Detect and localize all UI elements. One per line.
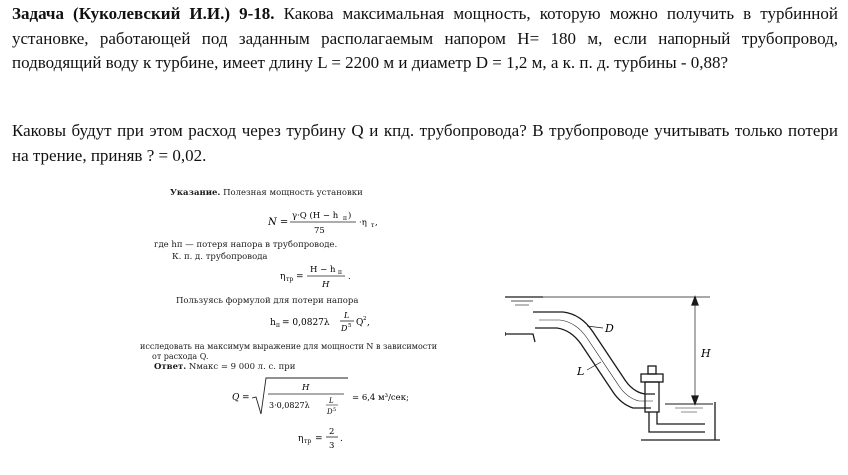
svg-text:H − h: H − h bbox=[310, 265, 336, 275]
svg-text:N =: N = bbox=[268, 217, 289, 228]
hint-block bbox=[140, 184, 510, 460]
problem-statement bbox=[12, 2, 838, 76]
formula-loss bbox=[270, 308, 400, 339]
svg-text:= 0,0827λ: = 0,0827λ bbox=[282, 318, 330, 328]
formula-eta bbox=[298, 424, 368, 457]
svg-text:2: 2 bbox=[363, 316, 367, 322]
formula-power bbox=[268, 208, 418, 239]
svg-text:75: 75 bbox=[314, 226, 325, 236]
answer-text: Nмакс = 9 000 л. с. при bbox=[188, 362, 296, 372]
svg-text:,: , bbox=[375, 218, 378, 228]
svg-text:п: п bbox=[338, 269, 342, 276]
svg-text:H: H bbox=[302, 383, 310, 393]
svg-text:=: = bbox=[315, 434, 323, 444]
svg-text:H: H bbox=[322, 280, 330, 290]
turbine-diagram bbox=[505, 262, 740, 452]
hint-eff-label: К. п. д. трубопровода bbox=[172, 252, 268, 262]
turbine-diagram-svg bbox=[505, 262, 740, 452]
hint-intro: Полезная мощность установки bbox=[223, 188, 363, 198]
svg-text:п: п bbox=[276, 322, 280, 329]
svg-text:Q: Q bbox=[356, 318, 364, 328]
svg-text:.: . bbox=[348, 272, 351, 282]
svg-text:h: h bbox=[270, 318, 276, 328]
hint-investigate: исследовать на максимум выражение для мощности N в зависимости bbox=[140, 342, 438, 351]
formula-efficiency bbox=[280, 262, 380, 293]
svg-text:т: т bbox=[371, 222, 375, 229]
hint-using: Пользуясь формулой для потери напора bbox=[176, 296, 359, 306]
svg-text:=: = bbox=[296, 272, 304, 282]
label-h: H bbox=[701, 347, 711, 360]
svg-text:тр: тр bbox=[304, 438, 312, 445]
formula-power-svg bbox=[268, 208, 418, 236]
svg-text:·η: ·η bbox=[359, 218, 367, 228]
label-l: L bbox=[577, 365, 585, 378]
svg-text:3: 3 bbox=[329, 441, 335, 451]
svg-text:5: 5 bbox=[333, 407, 337, 413]
svg-text:2: 2 bbox=[329, 427, 335, 437]
svg-text:= 6,4 м³/сек;: = 6,4 м³/сек; bbox=[352, 393, 409, 403]
problem-heading: Задача (Куколевский И.И.) 9-18. bbox=[12, 4, 275, 23]
svg-text:5: 5 bbox=[348, 323, 352, 329]
svg-text:Q: Q bbox=[232, 393, 240, 403]
svg-text:,: , bbox=[367, 318, 370, 328]
svg-text:тр: тр bbox=[286, 276, 294, 283]
answer-label: Ответ. bbox=[154, 362, 187, 372]
svg-text:L: L bbox=[329, 397, 334, 405]
problem-text: Какова максимальная мощность, которую можно получить в турбинной установке, работающей под заданным располагаемым напором H= 180 м, если напорный трубопровод, подводящий воду к турбине, имеет длину L = 2200 м и диаметр D = 1,2 м, а к. п. д. турбины - 0,88? bbox=[12, 4, 838, 72]
svg-text:D: D bbox=[327, 408, 333, 416]
svg-text:η: η bbox=[298, 434, 304, 444]
svg-text:L: L bbox=[344, 311, 350, 320]
hint-from-flow: от расхода Q. bbox=[152, 352, 209, 361]
hint-where: где hп — потеря напора в трубопроводе. bbox=[154, 240, 338, 250]
svg-text:п: п bbox=[343, 215, 347, 222]
svg-text:η: η bbox=[280, 272, 286, 282]
svg-text:D: D bbox=[341, 324, 348, 333]
label-d: D bbox=[605, 322, 614, 335]
svg-text:.: . bbox=[340, 434, 343, 444]
svg-text:3·0,0827λ: 3·0,0827λ bbox=[269, 401, 310, 410]
hint-title: Указание. bbox=[170, 188, 221, 198]
problem-question: Каковы будут при этом расход через турбину Q и кпд. трубопровода? В трубопроводе учитывать только потери на трение, приняв ? = 0,02. bbox=[12, 121, 838, 165]
svg-text:=: = bbox=[242, 393, 250, 403]
formula-flow bbox=[232, 374, 432, 421]
svg-text:): ) bbox=[348, 211, 352, 221]
svg-text:γ·Q (H − h: γ·Q (H − h bbox=[292, 211, 339, 221]
